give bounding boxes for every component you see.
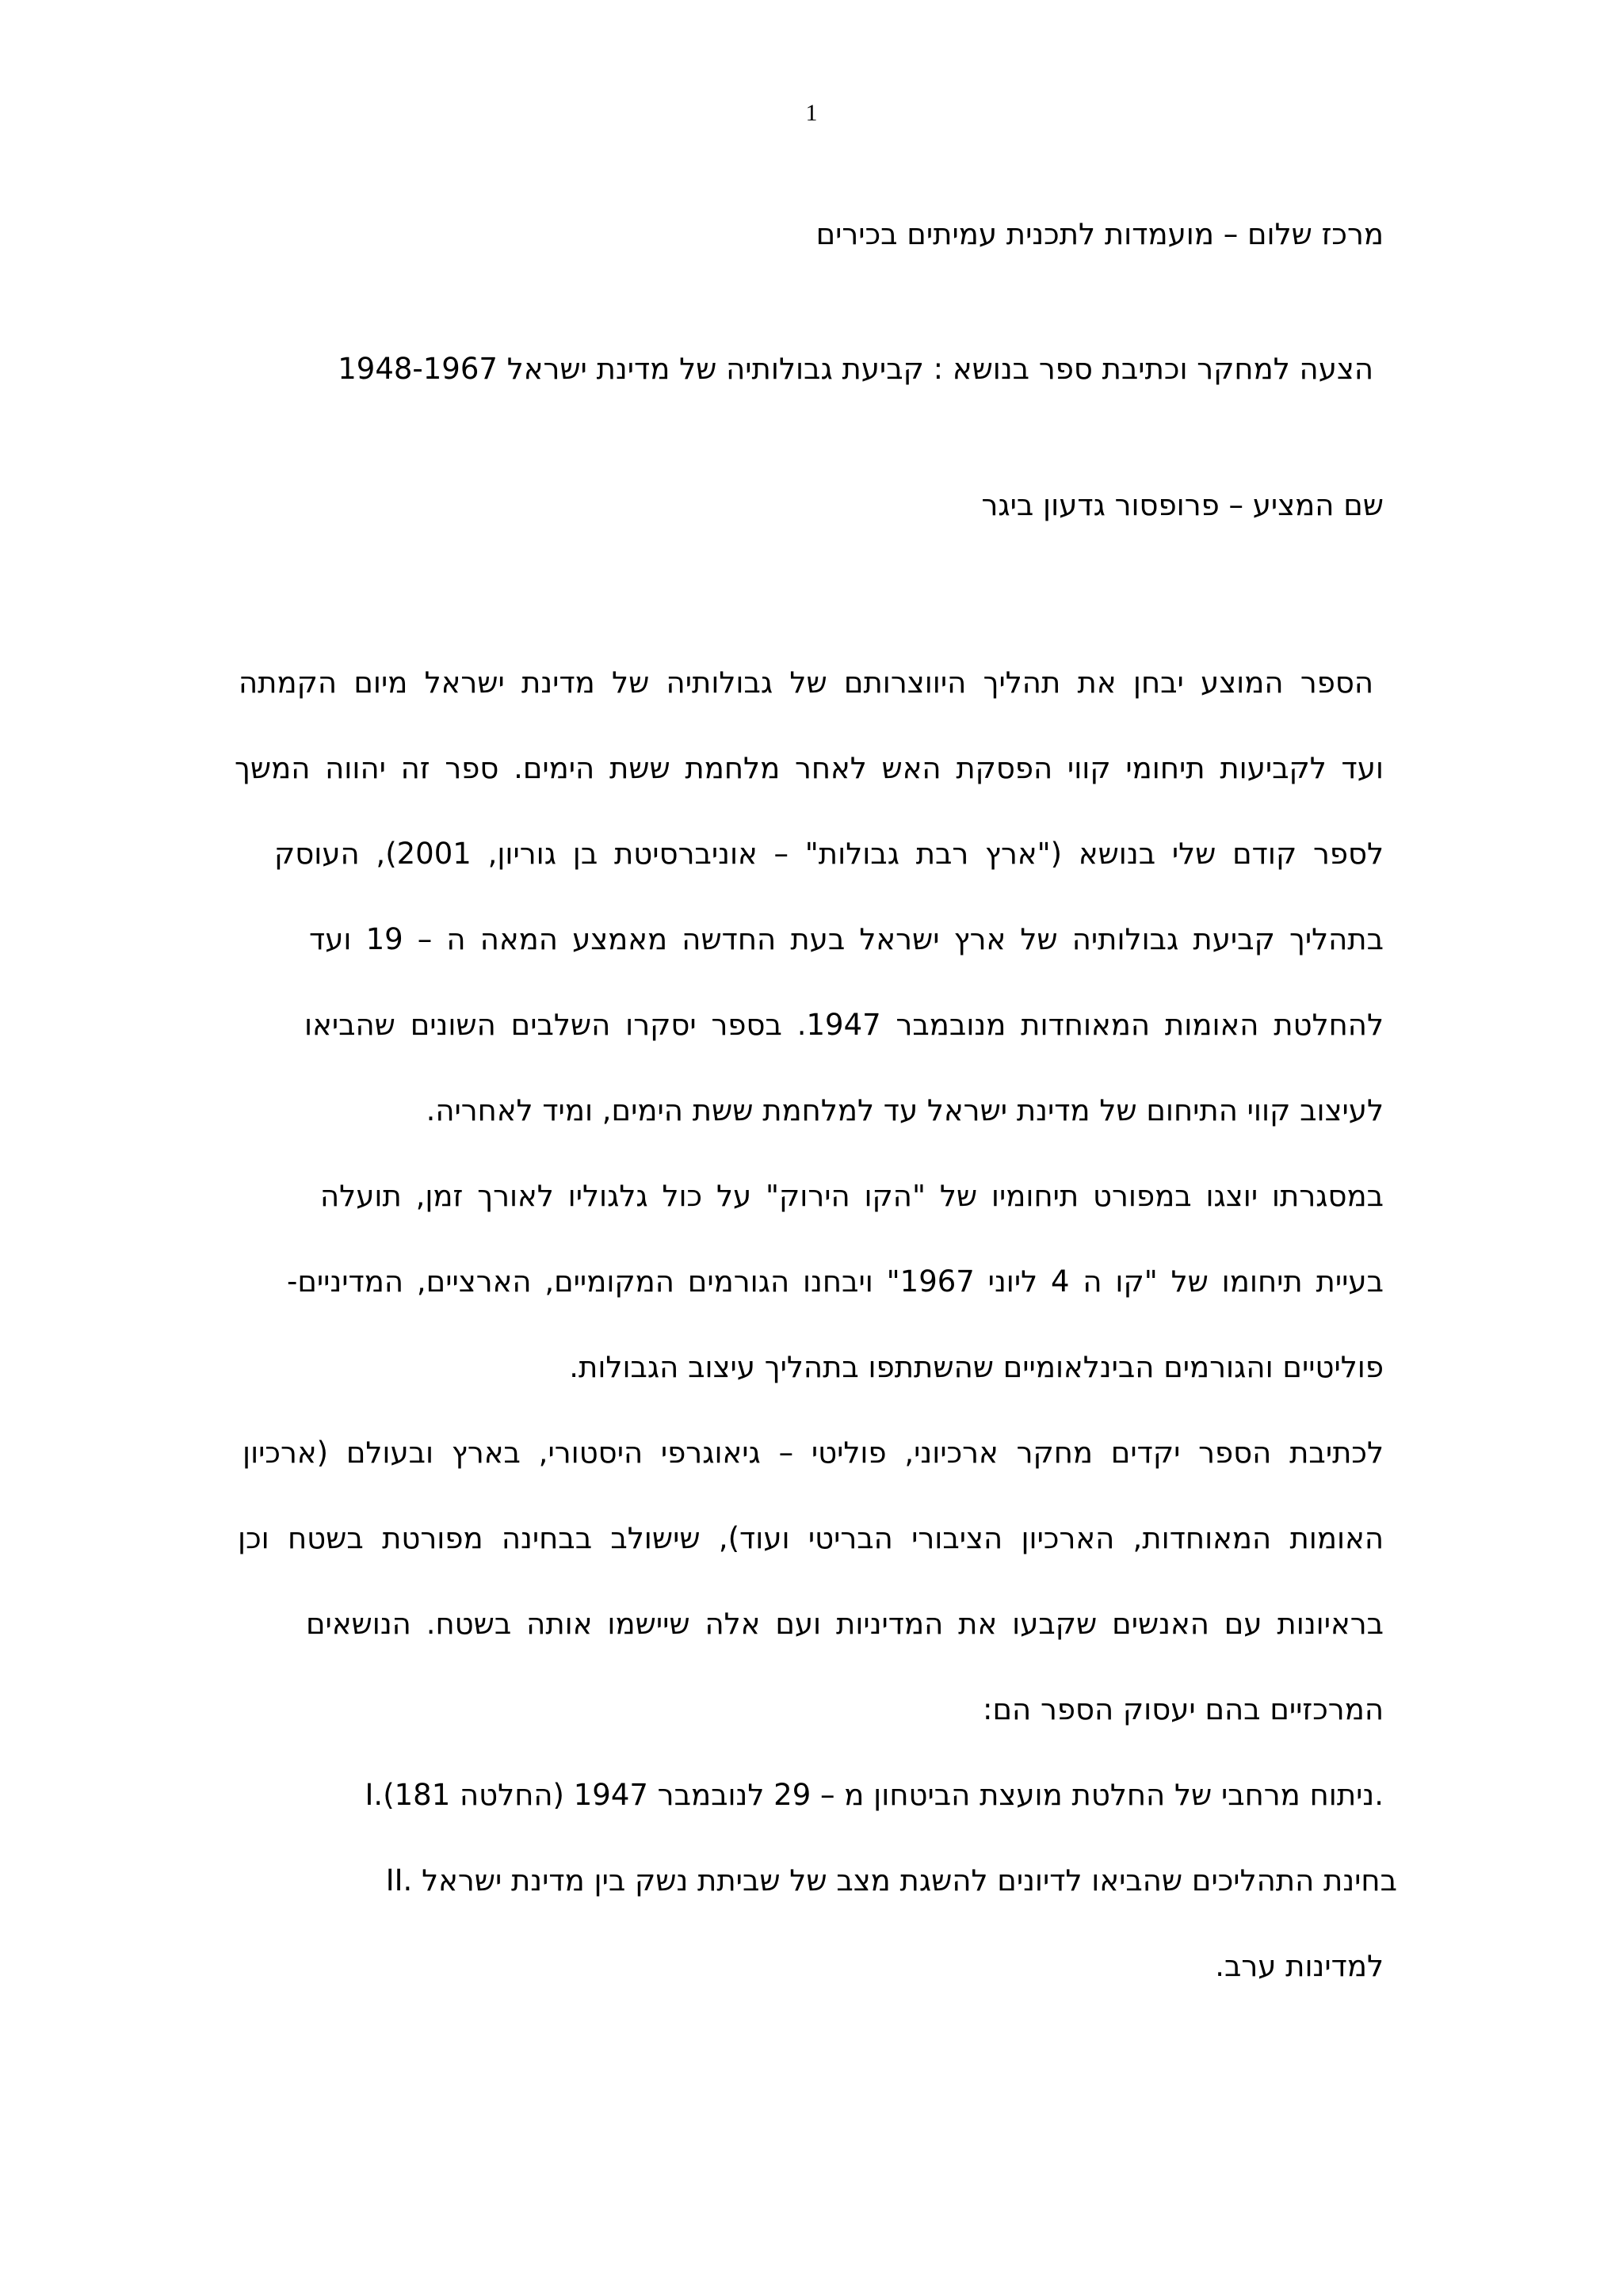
- page-number: 1: [805, 100, 818, 126]
- list-item-continuation: למדינות ערב.: [1215, 1949, 1384, 1983]
- program-title: מרכז שלום – מועמדות לתכנית עמיתים בכירים: [815, 217, 1384, 251]
- body-line: במסגרתו יוצגו במפורט תיחומיו של "הקו הירוק" על כול גלגוליו לאורך זמן, תועלה: [320, 1179, 1384, 1213]
- body-line: בתהליך קביעת גבולותיה של ארץ ישראל בעת החדשה מאמצע המאה ה – 19 ועד: [309, 922, 1384, 956]
- body-line: בעיית תיחומו של "קו ה 4 ליוני 1967" ויבחנו הגורמים המקומיים, הארציים, המדיניים-: [287, 1264, 1384, 1299]
- list-item: II. בחינת התהליכים שהביאו לדיונים להשגת מצב של שביתת נשק בין מדינת ישראל: [385, 1863, 1397, 1897]
- proposal-title: הצעה למחקר וכתיבת ספר בנושא : קביעת גבולותיה של מדינת ישראל 1948-1967: [338, 352, 1373, 386]
- body-line: לעיצוב קווי התיחום של מדינת ישראל עד למלחמת ששת הימים, ומיד לאחריה.: [426, 1093, 1384, 1127]
- body-line: לכתיבת הספר יקדים מחקר ארכיוני, פוליטי – גיאוגרפי היסטורי, בארץ ובעולם (ארכיון: [242, 1436, 1384, 1470]
- body-line: פוליטיים והגורמים הבינלאומיים שהשתתפו בתהליך עיצוב הגבולות.: [569, 1350, 1384, 1384]
- body-line: הספר המוצע יבחן את תהליך היווצרותם של גבולותיה של מדינת ישראל מיום הקמתה: [239, 666, 1373, 700]
- body-line: להחלטת האומות המאוחדות מנובמבר 1947. בספר יסקרו השלבים השונים שהביאו: [304, 1008, 1384, 1042]
- body-line: לספר קודם שלי בנושא ("ארץ רבת גבולות" – אוניברסיטת בן גוריון, 2001), העוסק: [274, 837, 1384, 871]
- list-item: I.ניתוח מרחבי של החלטת מועצת הביטחון מ – 29 לנובמבר 1947 (החלטה 181).: [365, 1778, 1384, 1812]
- body-line: האומות המאוחדות, הארכיון הציבורי הבריטי ועוד), שישולב בבחינה מפורטת בשטח וכן: [238, 1521, 1384, 1555]
- proposer-name: שם המציע – פרופסור גדעון ביגר: [981, 488, 1384, 522]
- body-line: המרכזיים בהם יעסוק הספר הם:: [983, 1692, 1384, 1726]
- body-line: ועד לקביעות תיחומי קווי הפסקת האש לאחר מלחמת ששת הימים. ספר זה יהווה המשך: [235, 751, 1384, 785]
- body-line: בראיונות עם האנשים שקבעו את המדיניות ועם אלה שיישמו אותה בשטח. הנושאים: [306, 1607, 1384, 1641]
